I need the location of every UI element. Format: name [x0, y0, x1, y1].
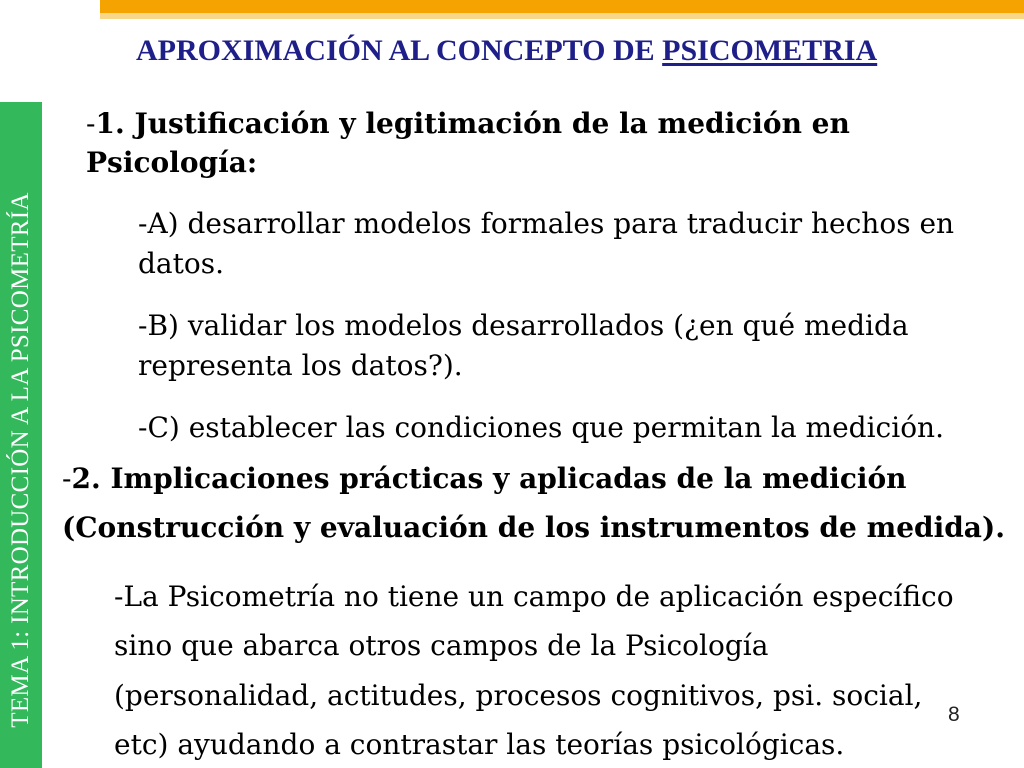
- paragraph-line4: etc) ayudando a contrastar las teorías psicológicas.: [114, 728, 845, 761]
- slide-title-part2: PSICOMETRIA: [662, 34, 878, 67]
- page-number: 8: [948, 703, 960, 726]
- top-accent-bar: [100, 0, 1024, 13]
- sidebar-topic-label: TEMA 1: INTRODUCCIÓN A LA PSICOMETRÍA: [7, 192, 34, 728]
- item1-heading-line1: [86, 104, 850, 143]
- sub-item-a-line2: datos.: [138, 247, 224, 280]
- paragraph-line1: -La Psicometría no tiene un campo de aplicación específico: [114, 580, 954, 613]
- slide-title-part1: APROXIMACIÓN AL CONCEPTO DE: [136, 34, 663, 67]
- sub-item-b-line1: -B) validar los modelos desarrollados (¿en qué medida: [138, 309, 909, 342]
- item2-heading-line2: (Construcción y evaluación de los instrumentos de medida).: [62, 511, 1005, 544]
- sub-item-a-line1: -A) desarrollar modelos formales para traducir hechos en: [138, 207, 955, 240]
- top-accent-bar-secondary: [100, 13, 1024, 19]
- item2-prefix: -: [62, 462, 72, 495]
- paragraph-line2: sino que abarca otros campos de la Psicología: [114, 629, 769, 662]
- item2-heading-line1: [62, 459, 907, 498]
- item1-heading-line2: Psicología:: [86, 146, 258, 179]
- item2-heading-text: 2. Implicaciones prácticas y aplicadas de la medición: [71, 462, 907, 495]
- paragraph-line3: (personalidad, actitudes, procesos cognitivos, psi. social,: [114, 679, 923, 712]
- slide-title: [136, 34, 877, 68]
- sub-item-b-line2: representa los datos?).: [138, 349, 463, 382]
- item1-heading-text: 1. Justificación y legitimación de la medición en: [95, 107, 850, 140]
- sub-item-c-line1: -C) establecer las condiciones que permitan la medición.: [138, 411, 944, 444]
- item1-prefix: -: [86, 107, 96, 140]
